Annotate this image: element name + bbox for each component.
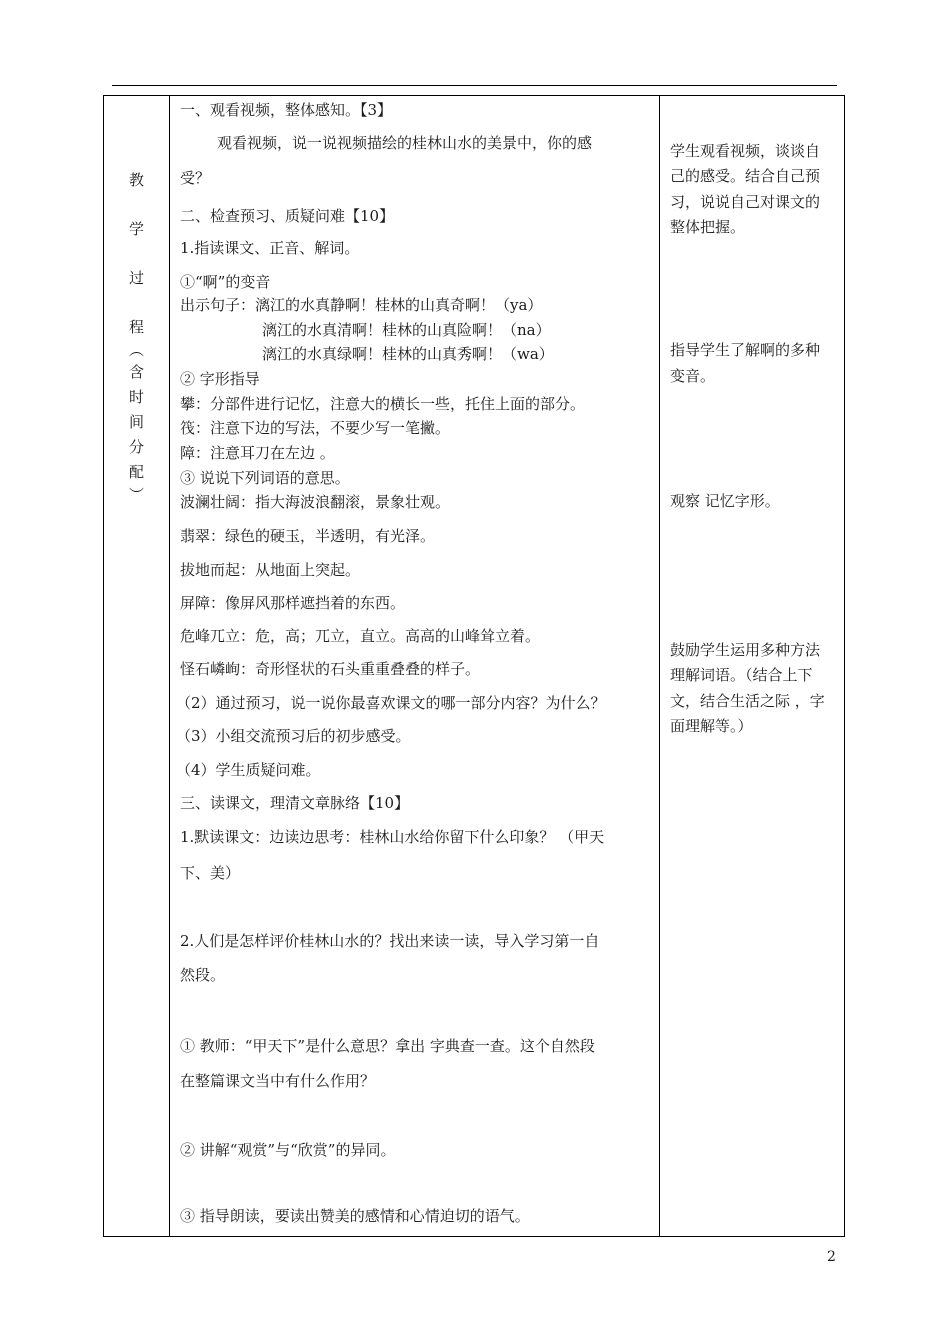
- content-line: 出示句子：漓江的水真静啊！桂林的山真奇啊！（ya）: [180, 296, 543, 314]
- lesson-table: [103, 95, 845, 1237]
- label-paren-open: ︵: [128, 341, 144, 359]
- content-line: ③ 说说下列词语的意思。: [180, 469, 350, 487]
- content-line: （3）小组交流预习后的初步感受。: [176, 727, 411, 745]
- label-char: 程: [128, 318, 144, 336]
- note-line: 习，说说自己对课文的: [670, 193, 821, 211]
- content-line: （2）通过预习，说一说你最喜欢课文的哪一部分内容？为什么？: [176, 694, 606, 712]
- section-heading: 二、检查预习、质疑问难【10】: [180, 207, 395, 225]
- content-line: 翡翠：绿色的硬玉，半透明，有光泽。: [180, 527, 436, 545]
- content-line: 障：注意耳刀在左边 。: [180, 444, 335, 462]
- content-line: 下、美）: [180, 864, 241, 882]
- content-line: ③ 指导朗读，要读出赞美的感情和心情迫切的语气。: [180, 1207, 530, 1225]
- label-char: 配: [128, 463, 144, 481]
- content-line: 危峰兀立：危，高；兀立，直立。高高的山峰耸立着。: [180, 627, 541, 645]
- label-char: 时: [128, 388, 144, 406]
- content-line: 1.指读课文、正音、解词。: [180, 239, 360, 257]
- content-line: 然段。: [180, 966, 226, 984]
- note-line: 理解词语。（结合上下: [670, 666, 813, 684]
- note-line: 己的感受。结合自己预: [670, 167, 821, 185]
- content-line: （4）学生质疑问难。: [176, 761, 321, 779]
- label-char: 过: [128, 269, 144, 287]
- label-char: 含: [128, 363, 144, 381]
- content-line: 漓江的水真清啊！桂林的山真险啊！（na）: [262, 321, 551, 339]
- note-line: 变音。: [670, 367, 716, 385]
- label-char: 间: [128, 413, 144, 431]
- label-paren-close: ︶: [128, 486, 144, 504]
- note-line: 鼓励学生运用多种方法: [670, 641, 821, 659]
- content-line: ② 讲解“观赏”与“欣赏”的异同。: [180, 1141, 396, 1159]
- content-line: ①“啊”的变音: [180, 273, 271, 291]
- content-line: 观看视频，说一说视频描绘的桂林山水的美景中，你的感: [217, 134, 593, 152]
- content-line: ① 教师：“甲天下”是什么意思？拿出 字典查一查。这个自然段: [180, 1037, 595, 1055]
- content-line: 怪石嶙峋：奇形怪状的石头重重叠叠的样子。: [180, 660, 481, 678]
- content-line: 漓江的水真绿啊！桂林的山真秀啊！（wa）: [262, 345, 554, 363]
- note-line: 文，结合生活之际 ，字: [670, 692, 825, 710]
- note-line: 观察 记忆字形。: [670, 492, 780, 510]
- header-rule: [112, 85, 837, 86]
- content-line: 2.人们是怎样评价桂林山水的？找出来读一读，导入学习第一自: [180, 932, 600, 950]
- label-char: 学: [128, 220, 144, 238]
- content-line: 屏障：像屏风那样遮挡着的东西。: [180, 594, 406, 612]
- content-line: 筏：注意下边的写法，不要少写一笔撇。: [180, 419, 451, 437]
- note-line: 面理解等。）: [670, 717, 753, 735]
- note-line: 指导学生了解啊的多种: [670, 341, 821, 359]
- notes-column: [660, 96, 844, 1236]
- label-char: 分: [128, 438, 144, 456]
- content-line: ② 字形指导: [180, 370, 260, 388]
- section-label: [104, 168, 169, 505]
- content-line: 波澜壮阔：指大海波浪翻滚，景象壮观。: [180, 493, 451, 511]
- content-line: 在整篇课文当中有什么作用？: [180, 1072, 376, 1090]
- page-number: 2: [827, 1249, 836, 1265]
- note-line: 学生观看视频，谈谈自: [670, 142, 821, 160]
- content-line: 拔地而起：从地面上突起。: [180, 561, 361, 579]
- section-heading: 三、读课文，理清文章脉络【10】: [180, 794, 410, 812]
- label-char: 教: [128, 171, 144, 189]
- note-line: 整体把握。: [670, 218, 746, 236]
- content-line: 受？: [180, 169, 211, 187]
- section-heading: 一、观看视频，整体感知。【3】: [180, 101, 393, 119]
- content-line: 1.默读课文：边读边思考：桂林山水给你留下什么印象？ （甲天: [180, 828, 605, 846]
- content-column: [170, 96, 659, 1236]
- content-line: 攀：分部件进行记忆，注意大的横长一些，托住上面的部分。: [180, 395, 586, 413]
